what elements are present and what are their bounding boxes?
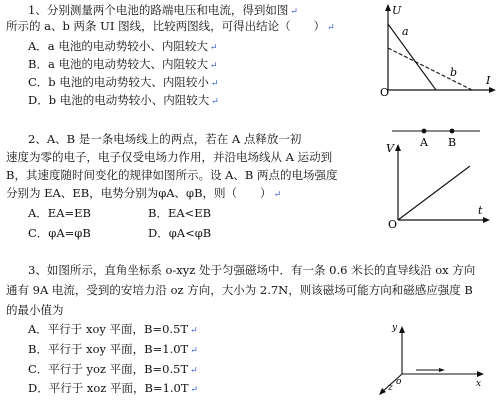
q1-line-b-label: b [450,66,458,79]
q2-origin-label: O [388,218,398,231]
q2-line-3: B，其速度随时间变化的规律如图所示。设 A、B 两点的电场强度 [6,168,338,182]
q1-line-2: 所示的 a、b 两条 UI 图线，比较两图线，可得出结论（ ） ↵ [6,19,335,33]
q2-point-b [450,129,455,134]
q1-ui-graph [380,4,496,99]
q3-y-axis-label: y [392,323,398,333]
q1-option-d: D．b 电池的电动势较小、内阻较大 ↵ [28,93,219,107]
q2-line-1: 2、A、B 是一条电场线上的两点，若在 A 点释放一初 [28,132,302,146]
q1-origin-label: O [380,86,390,99]
q1-line-a-label: a [402,25,409,38]
q2-line-2: 速度为零的电子，电子仅受电场力作用，并沿电场线从 A 运动到 [6,150,333,164]
q2-point-a [422,129,427,134]
q3-line-2: 通有 9A 电流，受到的安培力沿 oz 方向，大小为 2.7N，则该磁场可能方向和磁感应强度 B [6,283,473,297]
q3-origin-label: o [396,377,402,387]
q1-option-b: B．a 电池的电动势较大、内阻较大 ↵ [28,57,218,71]
q2-t-axis-label: t [478,204,483,217]
q1-u-axis-label: U [392,4,402,17]
q3-line-1: 3、如图所示，直角坐标系 o-xyz 处于匀强磁场中．有一条 0.6 米长的直导线沿 ox 方向 [28,263,476,277]
q3-option-a: A．平行于 xoy 平面，B=0.5T ↵ [28,322,198,336]
q2-option-b: B．EA<EB [148,206,212,220]
q2-point-b-label: B [448,136,457,149]
q2-option-c: C．φA=φB [28,226,91,240]
q3-option-d: D．平行于 xoz 平面，B=1.0T ↵ [28,381,199,395]
q2-option-d: D．φA<φB [148,226,212,240]
q2-point-a-label: A [420,136,428,149]
q1-i-axis-label: I [486,74,491,87]
q1-option-c: C．b 电池的电动势较大、内阻较小 ↵ [28,75,219,89]
q2-line-4: 分别为 EA、EB，电势分别为φA、φB，则（ ） ↵ [6,186,282,200]
q1-line-1: 1、分别测量两个电池的路端电压和电流，得到如图 ↵ [28,3,298,17]
q3-coordinate-axes [372,318,490,398]
q3-line-3: 的最小值为 [6,303,64,317]
q3-x-axis-label: x [476,379,482,389]
q1-option-a: A．a 电池的电动势较小、内阻较大 ↵ [28,39,218,53]
q3-z-axis-label: z [388,383,393,393]
q2-option-a: A．EA=EB [28,206,91,220]
q3-option-c: C．平行于 yoz 平面，B=0.5T ↵ [28,362,198,376]
q3-option-b: B．平行于 xoy 平面，B=1.0T ↵ [28,342,198,356]
q2-v-axis-label: V [386,142,394,155]
q2-vt-graph [386,142,492,231]
